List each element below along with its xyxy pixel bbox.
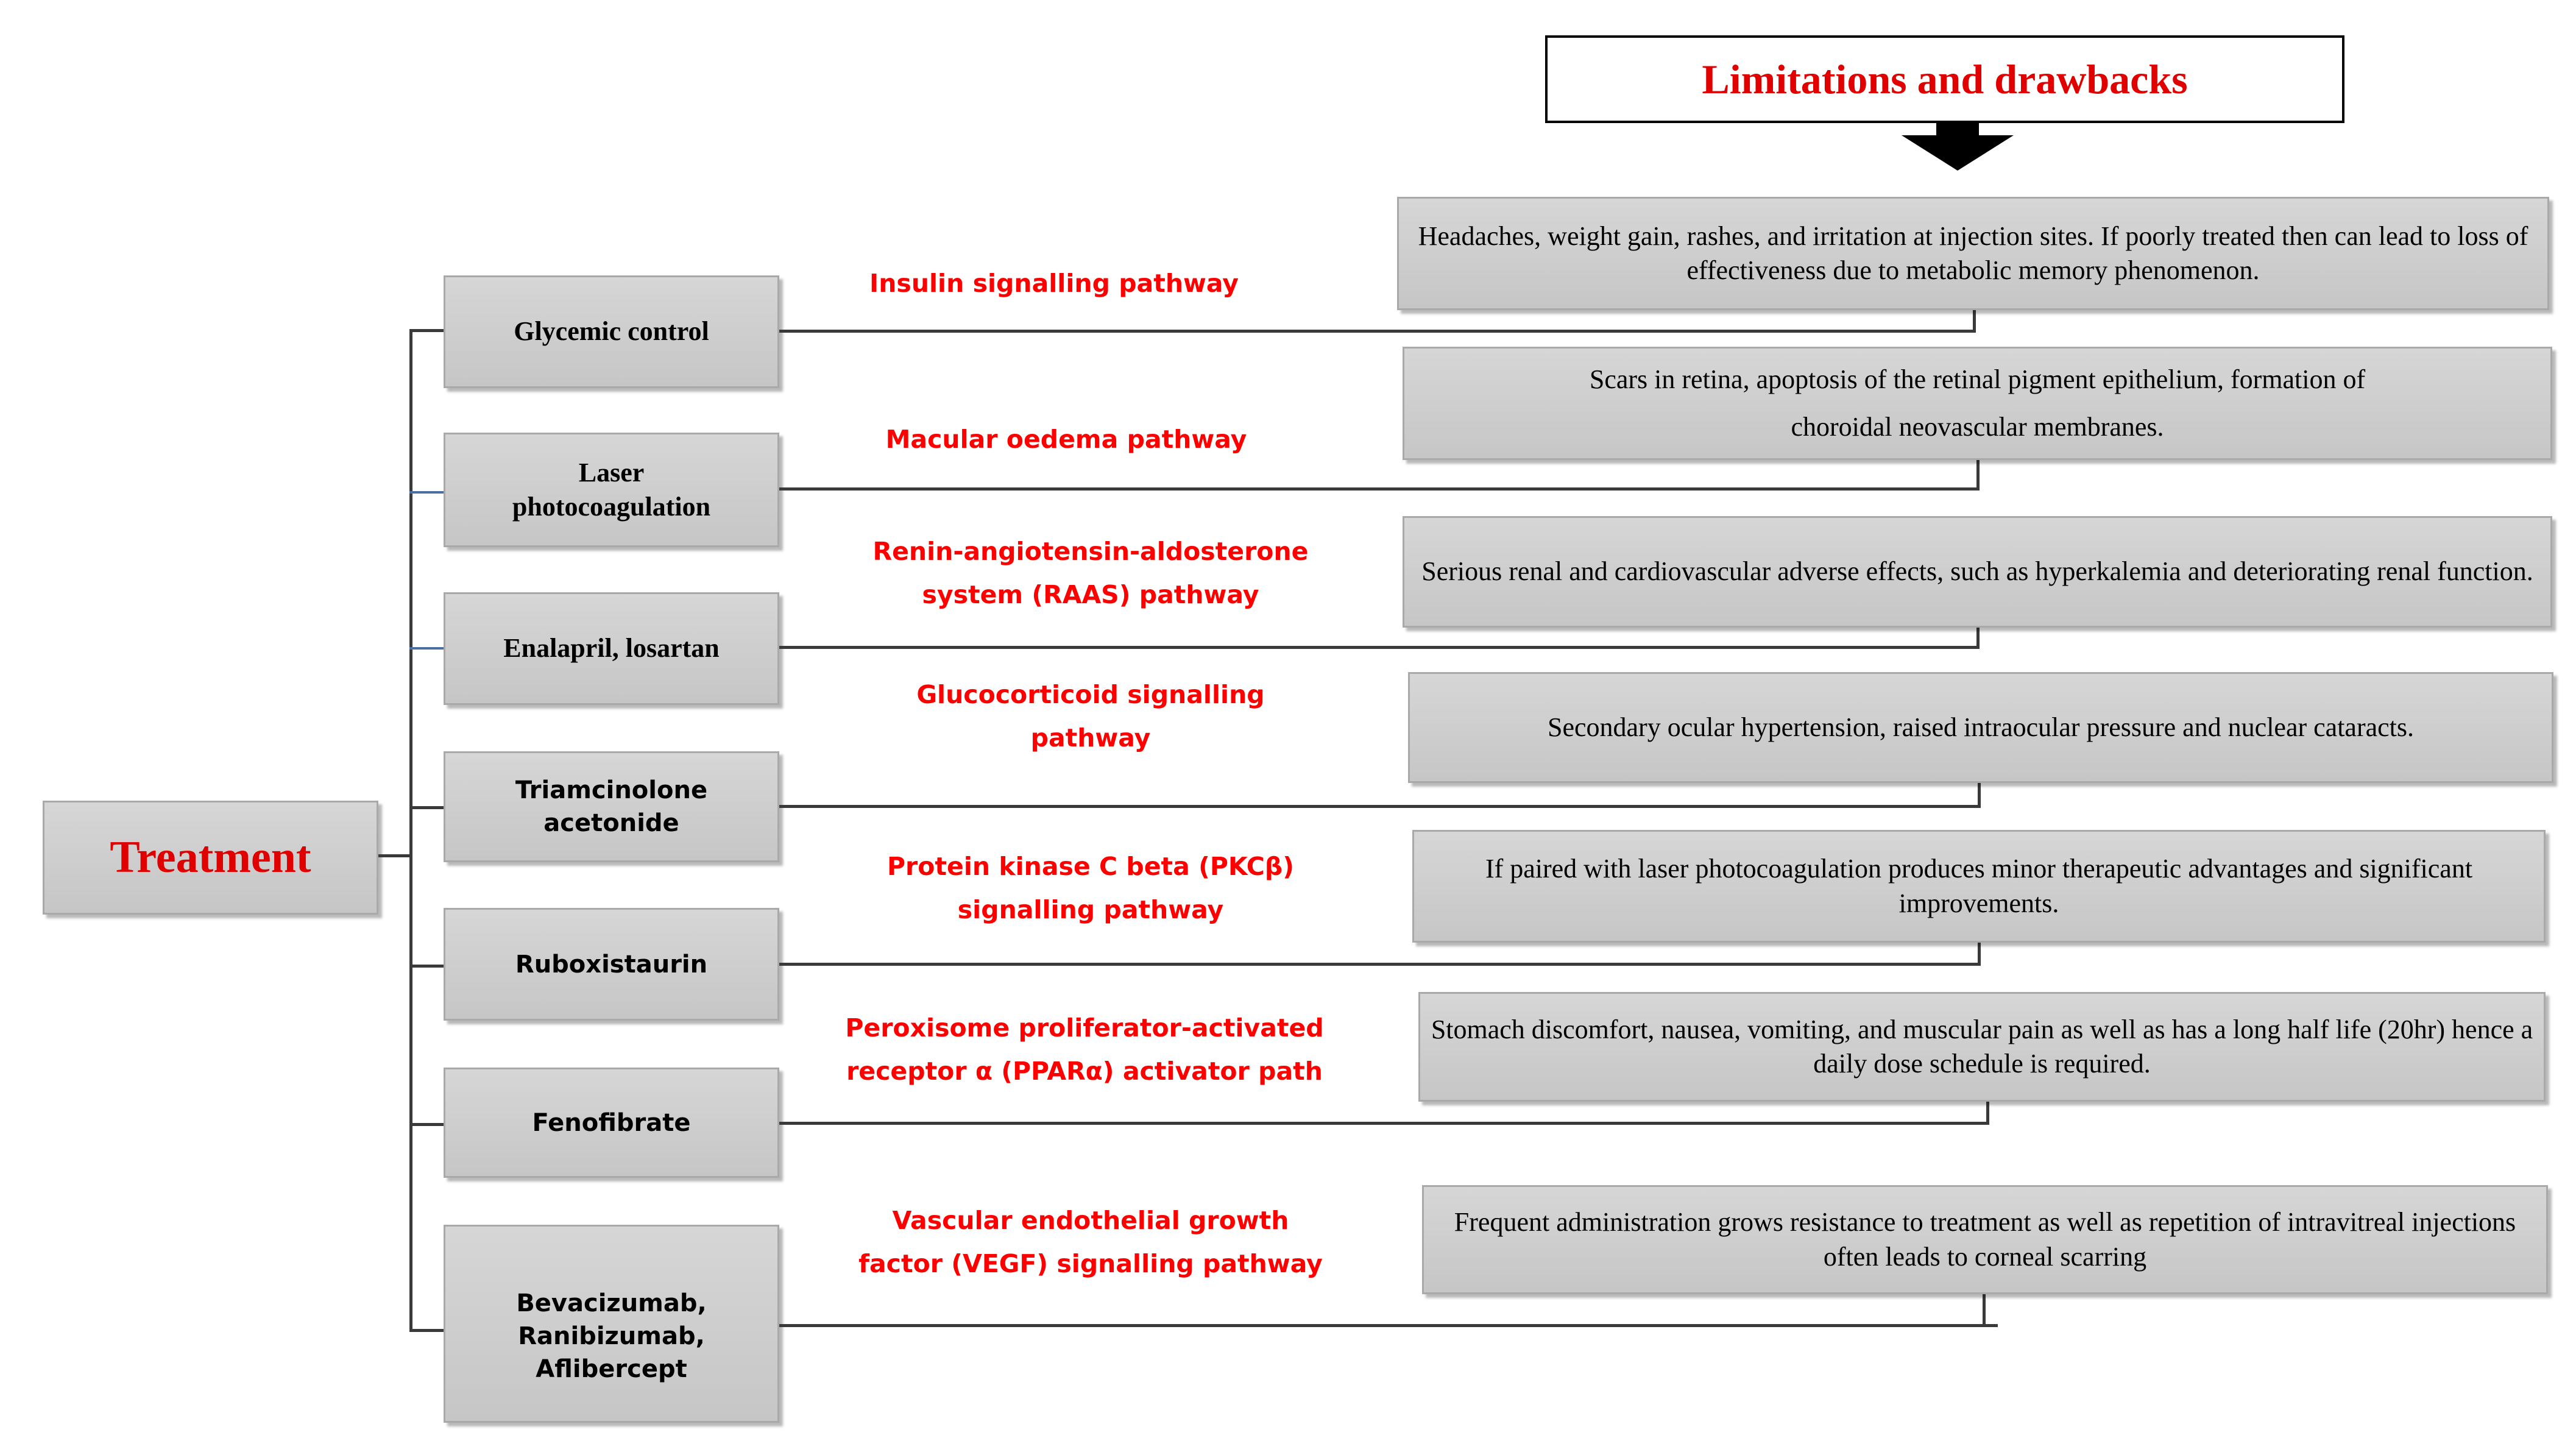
treatment-label: Triamcinolone acetonide [515,776,708,837]
treatment-label: Bevacizumab, Ranibizumab, Aflibercept [516,1289,707,1383]
limitation-box [1422,1185,2548,1294]
root-connector [378,854,411,857]
branch-4 [409,806,445,809]
limitation-box [1418,992,2546,1102]
connector-horizontal [779,646,1980,649]
pathway-label: Macular oedema pathway [885,425,1247,454]
limitation-text: Scars in retina, apoptosis of the retinal pigment epithelium, formation of choroidal neovascular membranes. [1589,364,2366,442]
branch-3 [409,647,445,650]
connector-horizontal [779,805,1981,808]
connector-horizontal [779,1122,1989,1125]
limitation-box [1408,672,2553,783]
limitation-box [1397,197,2549,310]
limitation-box [1403,347,2552,460]
branch-5 [409,965,445,968]
treatment-root-box [43,801,378,915]
limitation-box [1403,516,2552,628]
treatment-label: Fenofibrate [532,1108,691,1137]
branch-1 [409,329,445,332]
pathway-label: Insulin signalling pathway [869,269,1239,298]
treatment-box-laser-photocoagulation [444,433,779,547]
treatment-label: Laser photocoagulation [512,457,711,522]
pathway-label: Protein kinase C beta (PKCβ) signalling pathway [887,852,1294,924]
connector-horizontal [779,487,1980,491]
connector-vertical [1978,943,1981,966]
pathway-label: Glucocorticoid signalling pathway [916,680,1265,753]
connector-horizontal [779,330,1976,333]
limitations-header-title: Limitations and drawbacks [1702,55,2188,102]
treatment-box-anti-vegf [444,1225,779,1423]
branch-2 [409,491,445,494]
connector-vertical [1976,460,1980,491]
connector-vertical [1983,1294,1986,1327]
connector-horizontal [779,1324,1998,1327]
limitation-box [1412,830,2546,943]
header-arrow-stem [1936,123,1979,136]
pathway-label: Peroxisome proliferator-activated receptor α (PPARα) activator path [845,1013,1324,1086]
connector-vertical [1978,783,1981,808]
treatment-label: Glycemic control [514,316,709,347]
limitation-text: Secondary ocular hypertension, raised intraocular pressure and nuclear cataracts. [1547,712,2415,742]
treatment-root-label: Treatment [110,832,311,882]
limitation-text: Serious renal and cardiovascular adverse effects, such as hyperkalemia and deteriorating renal function. [1421,556,2533,587]
limitation-text: Headaches, weight gain, rashes, and irritation at injection sites. If poorly treated then can lead to loss of effectiveness due to metabolic memory phenomenon. [1418,221,2528,285]
tree-trunk [409,329,412,1332]
pathway-label: Renin-angiotensin-aldosterone system (RAAS) pathway [872,537,1309,609]
branch-6 [409,1123,445,1126]
treatment-box-ruboxistaurin [444,908,779,1021]
limitation-text: Frequent administration grows resistance to treatment as well as repetition of intravitreal injections often leads to corneal scarring [1454,1207,2516,1272]
limitation-text: Stomach discomfort, nausea, vomiting, and muscular pain as well as has a long half life (20hr) hence a daily dose schedule is required. [1431,1014,2533,1078]
treatment-box-glycemic-control [444,275,779,388]
limitations-header-box [1545,35,2344,123]
treatment-box-fenofibrate [444,1068,779,1178]
connector-horizontal [779,963,1981,966]
connector-vertical [1973,310,1976,333]
branch-7 [409,1329,445,1332]
pathway-label: Vascular endothelial growth factor (VEGF) signalling pathway [858,1206,1323,1278]
down-arrow-icon [1902,135,2014,171]
connector-vertical [1976,628,1980,649]
limitation-text: If paired with laser photocoagulation produces minor therapeutic advantages and significant improvements. [1485,854,2473,918]
connector-vertical [1986,1102,1989,1125]
treatment-box-enalapril-losartan [444,592,779,705]
treatment-box-triamcinolone-acetonide [444,751,779,862]
treatment-label: Enalapril, losartan [503,633,720,664]
treatment-label: Ruboxistaurin [515,950,708,979]
